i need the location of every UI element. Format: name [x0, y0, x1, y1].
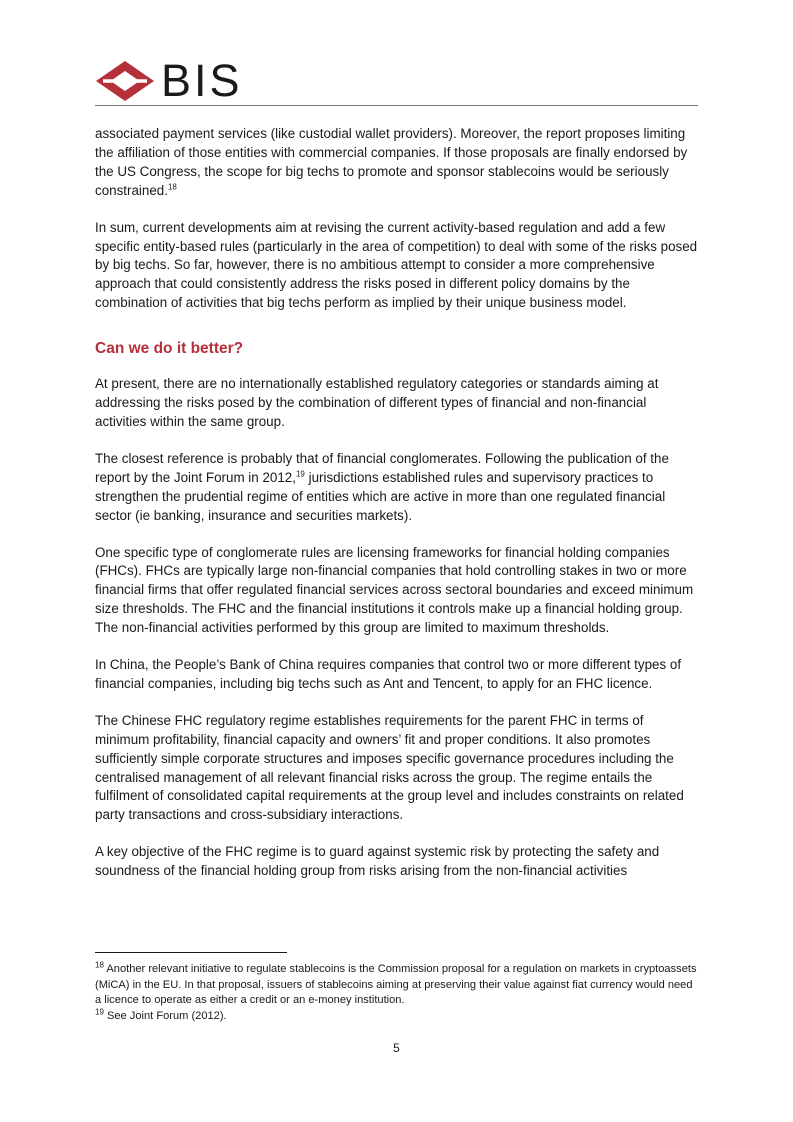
footnotes — [95, 962, 698, 1024]
logo-text: BIS — [161, 55, 243, 106]
footnote-18 — [95, 962, 698, 1009]
footnote-text: See Joint Forum (2012). — [103, 1009, 227, 1022]
paragraph-text: The closest reference is probably that of financial conglomerates. Following the publication of the report by the Joint Forum in 2012, — [95, 450, 669, 485]
footnote-number: 18 — [95, 960, 104, 970]
footnote-ref-19[interactable]: 19 — [295, 469, 305, 479]
bis-logo-icon — [95, 60, 155, 102]
footnote-divider — [95, 952, 287, 953]
section-heading: Can we do it better? — [95, 340, 244, 358]
paragraph: At present, there are no internationally established regulatory categories or standards aiming at addressing the risks posed by the combination of different types of financial and non-financial activities within the same group. — [95, 376, 659, 429]
footnote-number: 19 — [95, 1006, 104, 1016]
paragraph: In sum, current developments aim at revising the current activity-based regulation and add a few specific entity-based rules (particularly in the area of competition) to deal with some of the risks posed by big techs. So far, however, there is no ambitious attempt to consider a more comprehensive approach that could consistently address the risks posed in different policy domains by the combination of activities that big techs perform as implied by their unique business model. — [95, 219, 698, 311]
page-number: 5 — [393, 1041, 400, 1055]
footnote-19 — [95, 1006, 698, 1025]
paragraph: In China, the People’s Bank of China requires companies that control two or more different types of financial companies, including big techs such as Ant and Tencent, to apply for an FHC licence. — [95, 657, 682, 691]
paragraph: One specific type of conglomerate rules are licensing frameworks for financial holding companies (FHCs). FHCs are typically large non-financial companies that hold controlling stakes in two or more financial firms that offer regulated financial services across sectoral boundaries and exceed minimum size thresholds. The FHC and the financial institutions it controls make up a financial holding group. The non-financial activities performed by this group are limited to maximum thresholds. — [95, 544, 694, 636]
paragraph — [95, 450, 698, 526]
footnote-ref-18[interactable]: 18 — [167, 182, 177, 192]
header-divider — [95, 105, 698, 106]
paragraph-text: jurisdictions established rules and supervisory practices to strengthen the prudential regime of entities which are active in more than one regulated financial sector (ie banking, insurance and securities markets). — [95, 469, 666, 523]
paragraph-text: associated payment services (like custodial wallet providers). Moreover, the report proposes limiting the affiliation of those entities with commercial companies. If those proposals are finally endorsed by the US Congress, the scope for big techs to promote and sponsor stablecoins would be seriously constrained. — [95, 126, 688, 198]
paragraph: A key objective of the FHC regime is to guard against systemic risk by protecting the safety and soundness of the financial holding group from risks arising from the non-financial activities — [95, 844, 660, 879]
paragraph: The Chinese FHC regulatory regime establishes requirements for the parent FHC in terms of minimum profitability, financial capacity and owners’ fit and proper conditions. It also promotes sufficiently simple corporate structures and imposes specific governance procedures including the centralised management of all relevant financial risks across the group. The regime entails the fulfilment of consolidated capital requirements at the group level and includes constraints on related party transactions and cross-subsidiary interactions. — [95, 712, 684, 823]
header — [95, 55, 243, 106]
paragraph — [95, 125, 698, 201]
footnote-text: Another relevant initiative to regulate stablecoins is the Commission proposal for a regulation on markets in cryptoassets (MiCA) in the EU. In that proposal, issuers of stablecoins aiming at preserving their value against fiat currency would need a licence to operate as either a credit or an e-money institution. — [95, 963, 697, 1006]
document-body — [95, 125, 698, 899]
